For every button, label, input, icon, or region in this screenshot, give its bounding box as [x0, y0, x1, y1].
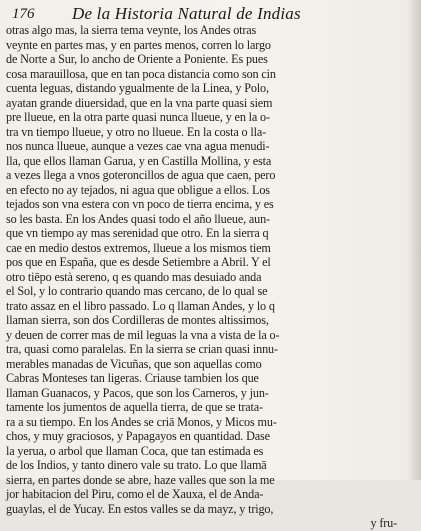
- text-line: la yerua, o arbol que llaman Coca, que tan estimada es: [6, 443, 264, 458]
- text-line: ra a su tiempo. En los Andes se criā Monos, y Micos mu-: [6, 414, 277, 429]
- text-line: nos nunca llueue, aunque a vezes cae vna agua menudi-: [6, 139, 270, 153]
- text-line: de los Indios, y tanto dinero vale su trato. Lo que llamā: [6, 458, 267, 472]
- text-line: cosa marauillosa, que en tan poca distancia como son cin: [6, 66, 276, 81]
- text-line: Cabras Monteses tan ligeras. Criause tambien los que: [6, 371, 259, 385]
- running-title: De la Historia Natural de Indias: [72, 4, 301, 23]
- text-line: tra, quasi como paralelas. En la sierra se crian quasi innu-: [6, 342, 278, 356]
- text-line: a vezes llega a vnos goteroncillos de agua que caen, pero: [6, 168, 276, 182]
- page-number: 176: [12, 6, 35, 22]
- text-line: de Norte a Sur, lo ancho de Oriente a Poniente. Es pues: [6, 52, 268, 66]
- text-line: pre llueue, en la otra parte quasi nunca llueue, y en la o-: [6, 110, 270, 124]
- text-line: sierra, en partes donde se abre, haze valles que son la me: [6, 472, 275, 487]
- text-line: merables manadas de Vicuñas, que son aquellas como: [6, 356, 262, 371]
- text-line: en efecto no ay tejados, ni agua que obligue a ellos. Los: [6, 182, 270, 197]
- text-line: tra vn tiempo llueue, y otro no llueue. En la costa o lla-: [6, 124, 267, 139]
- text-line: llaman sierra, son dos Cordilleras de montes altissimos,: [6, 313, 269, 327]
- text-line: chos, y muy graciosos, y Papagayos en quantidad. Dase: [6, 429, 270, 443]
- text-line: tamente los jumentos de aquella tierra, de que se trata-: [6, 400, 263, 414]
- text-line: y fru-: [370, 516, 397, 530]
- text-line: tejados son vna estera con vn poco de tierra encima, y es: [6, 197, 274, 211]
- text-line: llaman Guanacos, y Pacos, que son los Carneros, y jun-: [6, 385, 269, 400]
- text-line: cuenta leguas, distando ygualmente de la Linea, y Polo,: [6, 81, 269, 95]
- text-line: veynte en partes mas, y en partes menos, corren lo largo: [6, 37, 271, 52]
- body-text: [6, 23, 411, 531]
- text-line: otras algo mas, la sierra tema veynte, los Andes otras: [6, 23, 257, 37]
- text-line: guaylas, el de Yucay. En estos valles se da mayz, y trigo,: [6, 501, 274, 516]
- text-line: lla, que ellos llaman Garua, y en Castilla Mollina, y esta: [6, 153, 272, 168]
- text-line: otro tiēpo està sereno, q es quando mas desuiado anda: [6, 269, 262, 284]
- text-line: que vn tiempo ay mas serenidad que otro. En la sierra q: [6, 226, 269, 240]
- text-line: el Sol, y lo contrario quando mas cercano, de lo qual se: [6, 284, 268, 298]
- text-line: cae en medio destos extremos, llueue a los mismos tiem: [6, 240, 271, 255]
- text-line: trato assaz en el libro passado. Lo q llaman Andes, y lo q: [6, 298, 275, 313]
- text-line: ayatan grande diuersidad, que en la vna parte quasi siem: [6, 95, 273, 110]
- text-line: y deuen de correr mas de mil leguas la vna a vista de la o-: [6, 327, 280, 342]
- text-line: pos que en España, que es desde Setiembre a Abril. Y el: [6, 255, 271, 269]
- text-line: jor habitacion del Piru, como el de Xauxa, el de Anda-: [6, 487, 264, 501]
- text-line: so les basta. En los Andes quasi todo el año llueue, aun-: [6, 211, 270, 226]
